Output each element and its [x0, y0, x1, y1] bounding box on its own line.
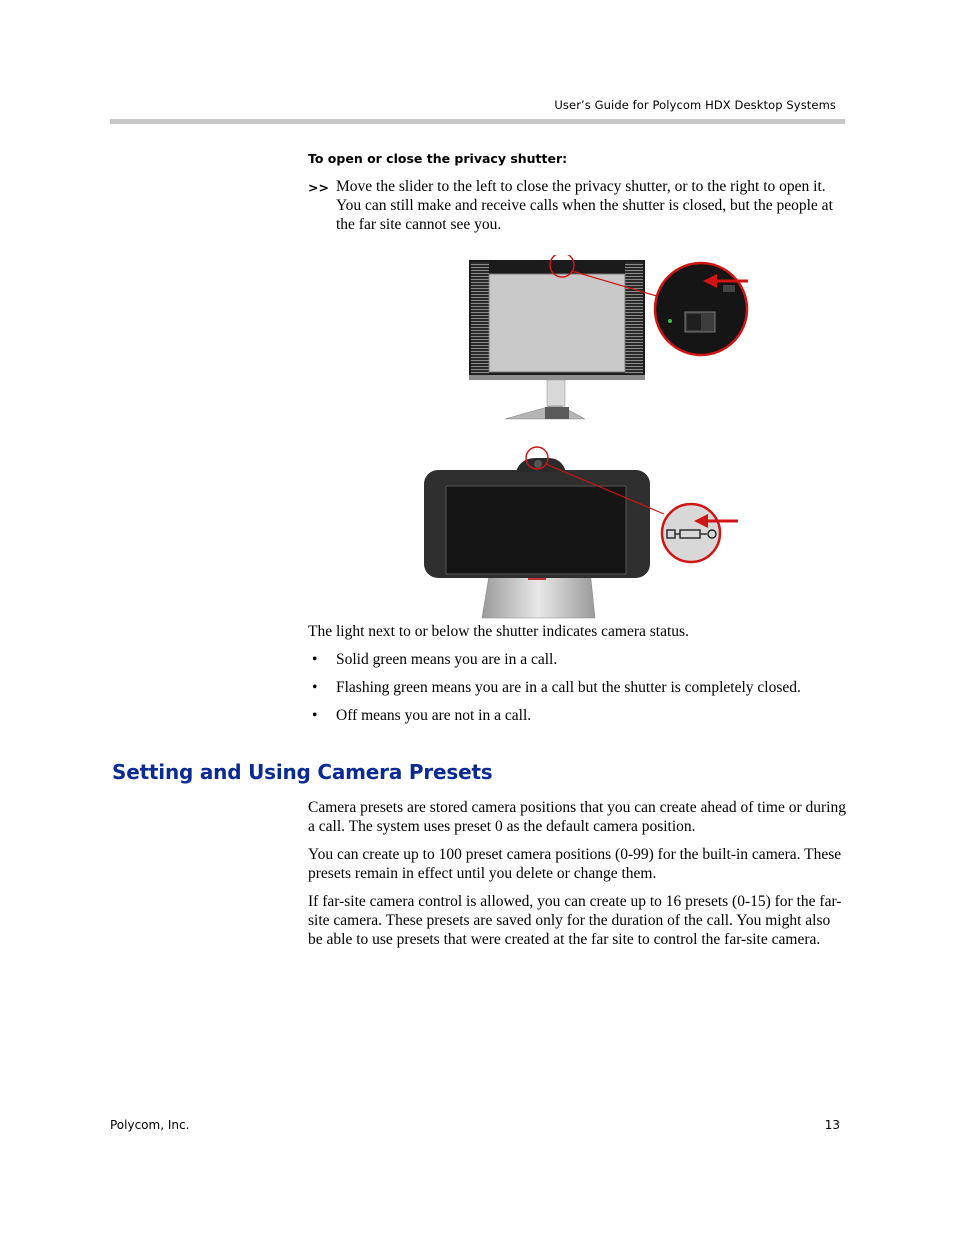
bullet-flashing-green: Flashing green means you are in a call but the shutter is completely closed.: [336, 679, 801, 696]
bullet-marker: •: [312, 707, 318, 724]
paragraph-built-in-presets: You can create up to 100 preset camera positions (0-99) for the built-in camera. These presets remain in effect until you delete or change them.: [308, 846, 842, 882]
bullet-marker: •: [312, 651, 318, 668]
bullet-off: Off means you are not in a call.: [336, 707, 532, 724]
running-header: User’s Guide for Polycom HDX Desktop Systems: [554, 98, 836, 112]
section-heading: Setting and Using Camera Presets: [112, 760, 493, 784]
page-number: 13: [824, 1118, 840, 1132]
paragraph-far-site-presets: If far-site camera control is allowed, you can create up to 16 presets (0-15) for the far-site camera. These presets are saved only for the duration of the call. You might also be able to use presets that were created at the far site to control the far-site camera.: [308, 893, 842, 948]
bullet-marker: •: [312, 679, 318, 696]
footer-company: Polycom, Inc.: [110, 1118, 190, 1132]
step-marker: >>: [308, 180, 329, 195]
step-text: Move the slider to the left to close the privacy shutter, or to the right to open it. You can still make and receive calls when the shutter is closed, but the people at the far site cannot see you.: [336, 178, 833, 233]
header-rule: [110, 119, 845, 124]
bullet-solid-green: Solid green means you are in a call.: [336, 651, 558, 668]
paragraph-presets-intro: Camera presets are stored camera positions that you can create ahead of time or during a call. The system uses preset 0 as the default camera position.: [308, 799, 846, 835]
procedure-heading: To open or close the privacy shutter:: [308, 151, 568, 166]
hdx-unit-figure: [420, 442, 740, 620]
monitor-figure: [465, 255, 755, 425]
status-intro: The light next to or below the shutter indicates camera status.: [308, 623, 689, 640]
